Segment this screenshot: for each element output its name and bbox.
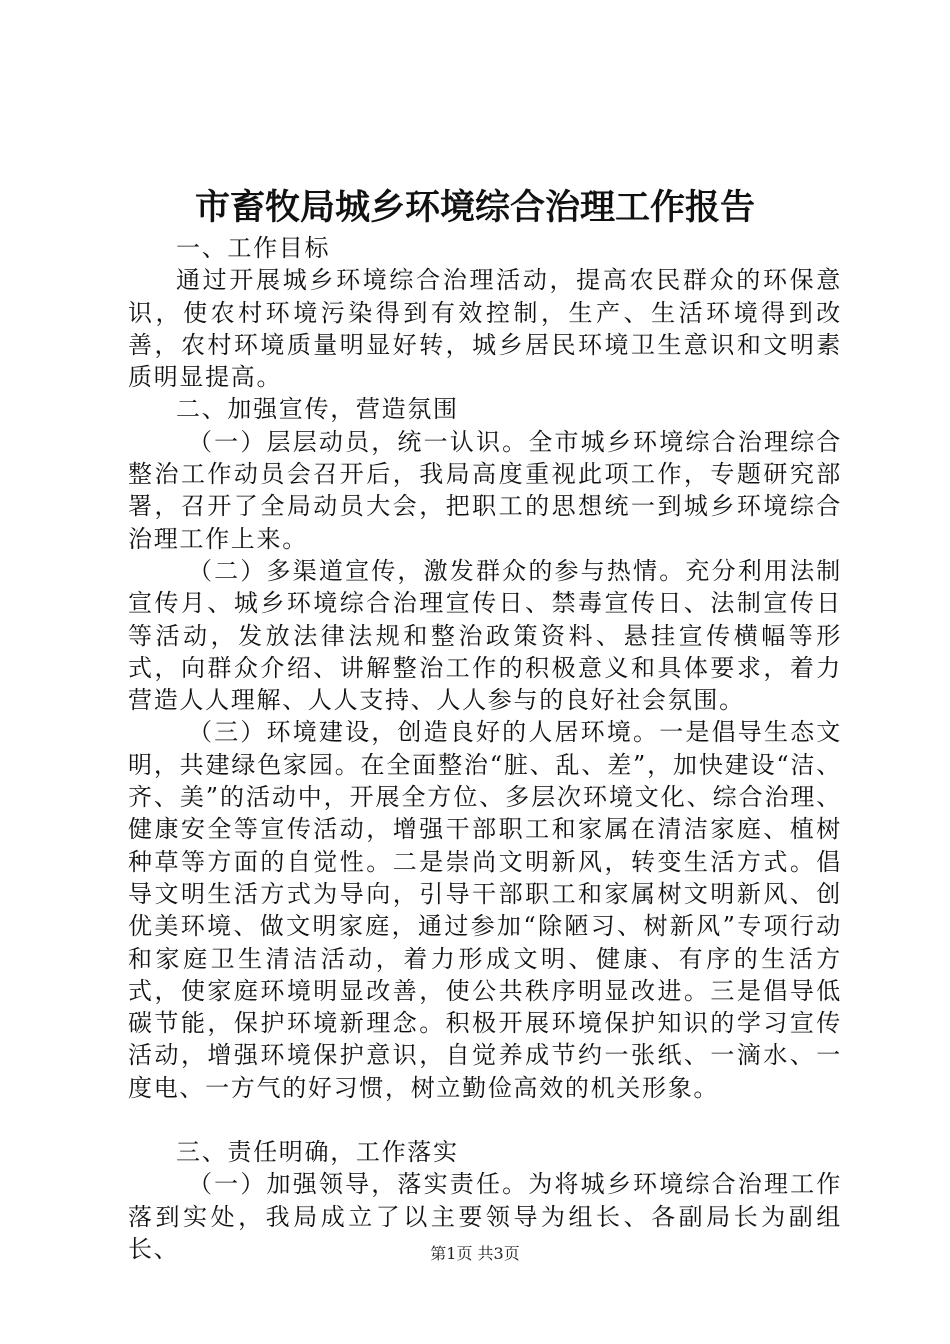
paragraph-environment-building: （三）环境建设，创造良好的人居环境。一是倡导生态文明，共建绿色家园。在全面整治“脏、乱、差”，加快建设“洁、齐、美”的活动中，开展全方位、多层次环境文化、综合治理、健康安全等宣传活动，增强干部职工和家属在清洁家庭、植树种草等方面的自觉性。二是崇尚文明新风，转变生活方式。倡导文明生活方式为导向，引导干部职工和家属树文明新风、创优美环境、做文明家庭，通过参加“除陋习、树新风”专项行动和家庭卫生清洁活动，着力形成文明、健康、有序的生活方式，使家庭环境明显改善，使公共秩序明显改进。三是倡导低碳节能，保护环境新理念。积极开展环境保护知识的学习宣传活动，增强环境保护意识，自觉养成节约一张纸、一滴水、一度电、一方气的好习惯，树立勤俭高效的机关形象。 — [128, 718, 842, 1102]
section-heading-publicity: 二、加强宣传，营造氛围 — [176, 395, 459, 424]
document-body — [128, 232, 842, 1265]
page-footer: 第1页 共3页 — [430, 1244, 520, 1263]
section-heading-goals: 一、工作目标 — [176, 234, 331, 262]
document-title: 市畜牧局城乡环境综合治理工作报告 — [194, 187, 755, 228]
paragraph-multichannel-publicity: （二）多渠道宣传，激发群众的参与热情。充分利用法制宣传月、城乡环境综合治理宣传日、禁毒宣传日、法制宣传日等活动，发放法律法规和整治政策资料、悬挂宣传横幅等形式，向群众介绍、讲解整治工作的积极意义和具体要求，着力营造人人理解、人人支持、人人参与的良好社会氛围。 — [128, 556, 842, 715]
paragraph-goals: 通过开展城乡环境综合治理活动，提高农民群众的环保意识，使农村环境污染得到有效控制，生产、生活环境得到改善，农村环境质量明显好转，城乡居民环境卫生意识和文明素质明显提高。 — [128, 266, 842, 392]
paragraph-leadership: （一）加强领导，落实责任。为将城乡环境综合治理工作落到实处，我局成立了以主要领导为组长、各副局长为副组长、 — [128, 1170, 842, 1263]
paragraph-mobilization: （一）层层动员，统一认识。全市城乡环境综合治理综合整治工作动员会召开后，我局高度重视此项工作，专题研究部署，召开了全局动员大会，把职工的思想统一到城乡环境综合治理工作上来。 — [128, 427, 842, 553]
section-heading-responsibility: 三、责任明确，工作落实 — [176, 1138, 459, 1167]
paragraph-spacer — [128, 1104, 842, 1136]
